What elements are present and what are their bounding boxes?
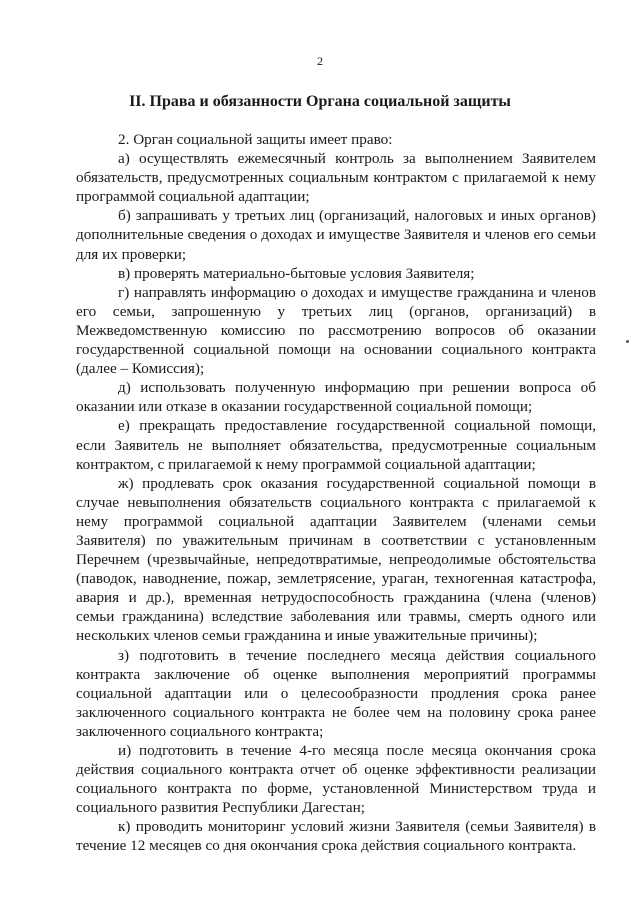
paragraph-b: б) запрашивать у третьих лиц (организаций, налоговых и иных органов) дополнительные сведения о доходах и имуществе Заявителя и членов его семьи для их проверки; — [76, 207, 596, 263]
document-body — [76, 130, 596, 856]
paragraph-z: з) подготовить в течение последнего месяца действия социального контракта заключение об оценке выполнения мероприятий программы социальной адаптации или о целесообразности продления срока ранее заключенного социального контракта не более чем на половину срока ранее заключенного социального контракта; — [76, 646, 596, 740]
page-number: 2 — [317, 54, 323, 68]
paragraph-a: а) осуществлять ежемесячный контроль за выполнением Заявителем обязательств, предусмотренных социальным контрактом с прилагаемой к нему программой социальной адаптации; — [76, 150, 596, 206]
paragraph-v: в) проверять материально-бытовые условия Заявителя; — [118, 264, 475, 282]
scan-speck — [626, 340, 629, 343]
paragraph-d: д) использовать полученную информацию при решении вопроса об оказании или отказе в оказании государственной социальной помощи; — [76, 379, 596, 416]
paragraph-i: и) подготовить в течение 4-го месяца после месяца окончания срока действия социального контракта отчет об оценке эффективности реализации социального контракта по форме, установленной Министерством труда и социального развития Республики Дагестан; — [76, 742, 596, 817]
section-title: II. Права и обязанности Органа социальной защиты — [129, 93, 511, 110]
paragraph-g: г) направлять информацию о доходах и имуществе гражданина и членов его семьи, запрошенную у третьих лиц (органов, организаций) в Межведомственную комиссию по рассмотрению вопросов об оказании государственной социальной помощи на основании социального контракта (далее – Комиссия); — [76, 283, 596, 378]
paragraph-zh: ж) продлевать срок оказания государственной социальной помощи в случае невыполнения обязательств социального контракта с прилагаемой к нему программой социальной адаптации Заявителем (членами семьи Заявителя) по уважительным причинам в соответствии с установленным Перечнем (чрезвычайные, непредотвратимые, непреодолимые обстоятельства (паводок, наводнение, пожар, землетрясение, ураган, техногенная катастрофа, авария и др.), временная нетрудоспособность гражданина (члена (членов) семьи гражданина) вследствие заболевания или травмы, смерть одного или нескольких членов семьи гражданина и иные уважительные причины); — [76, 474, 596, 645]
paragraph-intro: 2. Орган социальной защиты имеет право: — [118, 131, 393, 148]
paragraph-e: е) прекращать предоставление государственной социальной помощи, если Заявитель не выполняет обязательства, предусмотренные социальным контрактом, с прилагаемой к нему программой социальной адаптации; — [76, 417, 596, 473]
paragraph-k: к) проводить мониторинг условий жизни Заявителя (семьи Заявителя) в течение 12 месяцев со дня окончания срока действия социального контракта. — [76, 818, 596, 855]
